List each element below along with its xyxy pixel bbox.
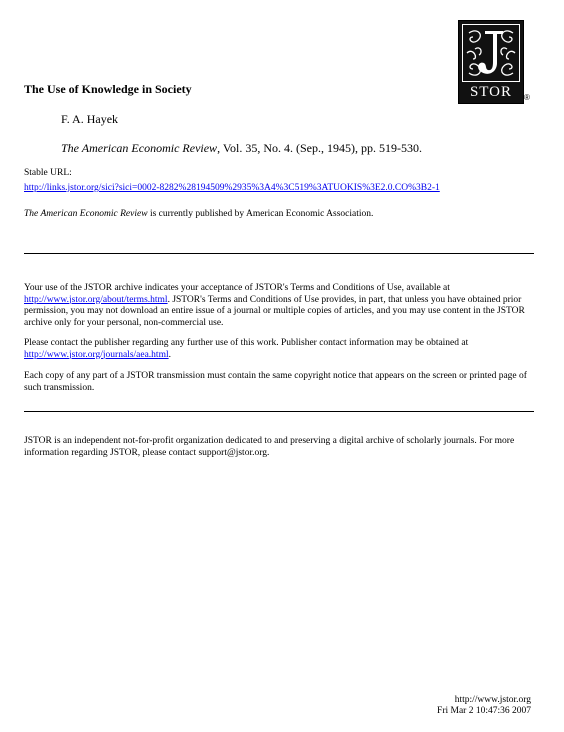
terms-text-a: Your use of the JSTOR archive indicates your acceptance of JSTOR's Terms and Conditions of Use, available at — [24, 283, 450, 293]
publisher-text: is currently published by American Economic Association. — [147, 209, 374, 219]
stable-url-link[interactable]: http://links.jstor.org/sici?sici=0002-8282%28194509%2935%3A4%3C519%3ATUOKIS%3E2.0.CO%3B2-1 — [24, 183, 440, 193]
footer-url: http://www.jstor.org — [454, 695, 531, 705]
publisher-note — [24, 209, 373, 219]
journal-name: The American Economic Review — [61, 141, 218, 155]
copyright-notice-paragraph: Each copy of any part of a JSTOR transmission must contain the same copyright notice that appears on the screen or printed page of such transmission. — [24, 371, 527, 393]
divider-bottom — [24, 411, 534, 412]
terms-paragraph — [24, 283, 536, 329]
article-citation — [61, 141, 422, 156]
jstor-logo-emblem — [462, 24, 520, 82]
terms-link[interactable]: http://www.jstor.org/about/terms.html — [24, 294, 168, 305]
divider-top — [24, 253, 534, 254]
publisher-contact-period: . — [168, 349, 171, 360]
article-author: F. A. Hayek — [61, 112, 119, 126]
publisher-journal-name: The American Economic Review — [24, 209, 148, 219]
citation-details: , Vol. 35, No. 4. (Sep., 1945), pp. 519-530. — [217, 141, 422, 155]
registered-mark: ® — [524, 93, 530, 102]
publisher-contact-link[interactable]: http://www.jstor.org/journals/aea.html — [24, 349, 169, 360]
publisher-contact-text: Please contact the publisher regarding any further use of this work. Publisher contact information may be obtained at — [24, 338, 469, 348]
jstor-logo — [458, 20, 524, 104]
footer-timestamp: Fri Mar 2 10:47:36 2007 — [437, 706, 531, 716]
terms-text-b: . JSTOR's Terms and Conditions of Use provides, in part, that unless you have obtained prior permission, you may not download an entire issue of a journal or multiple copies of articles, and you may use content in the JSTOR archive only for your personal, non-commercial use. — [24, 294, 525, 328]
jstor-wordmark: STOR — [469, 84, 513, 100]
article-title: The Use of Knowledge in Society — [24, 82, 192, 96]
publisher-contact-paragraph — [24, 338, 536, 361]
stable-url-label: Stable URL: — [24, 168, 72, 178]
about-jstor-paragraph: JSTOR is an independent not-for-profit organization dedicated to and preserving a digital archive of scholarly journals. For more information regarding JSTOR, please contact support@jstor.org. — [24, 436, 515, 458]
